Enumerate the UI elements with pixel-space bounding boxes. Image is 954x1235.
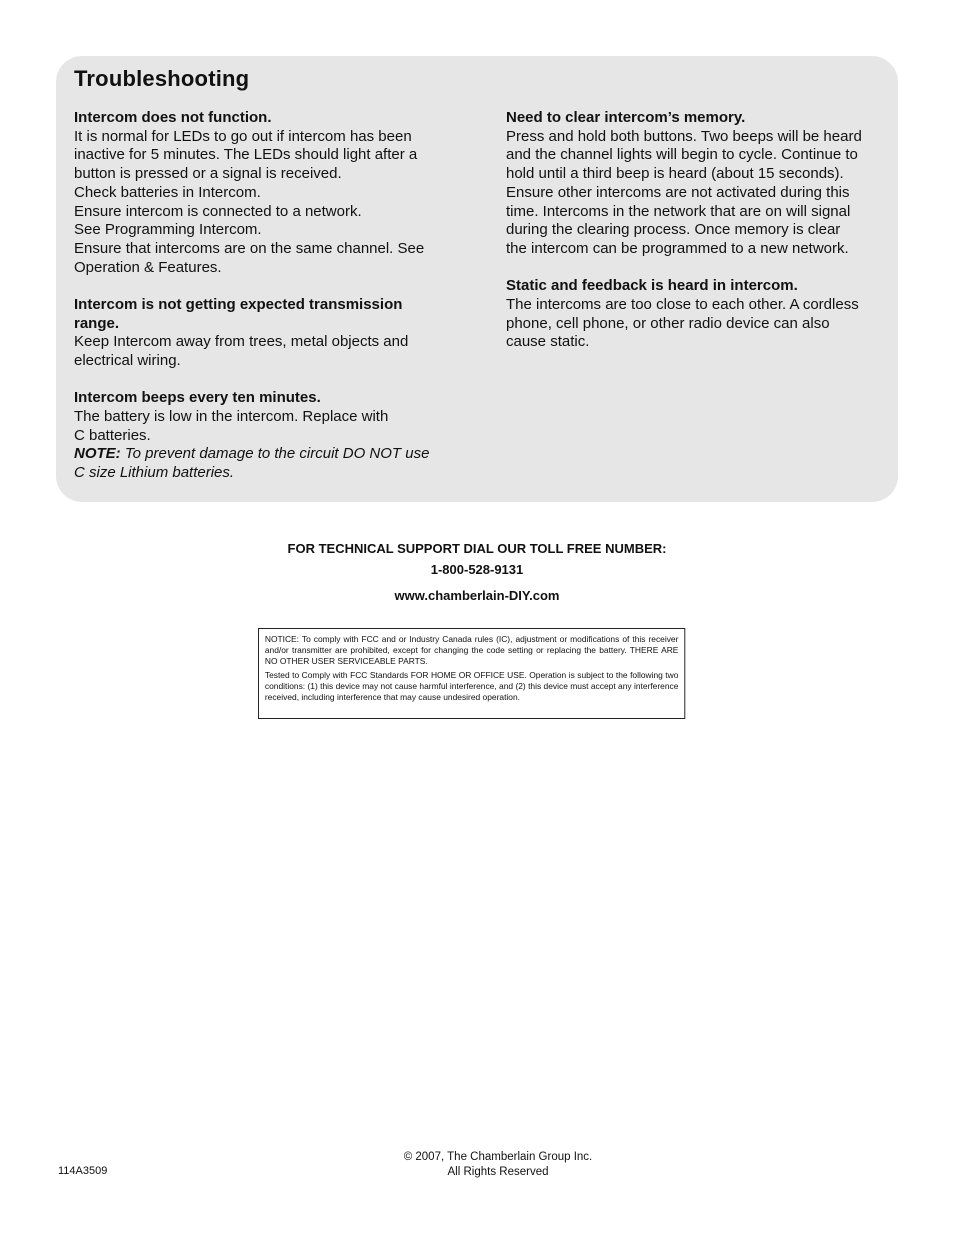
section-heading: Static and feedback is heard in intercom. [506, 277, 798, 295]
body-line: Check batteries in Intercom. [74, 183, 261, 201]
body-line: button is pressed or a signal is received. [74, 165, 342, 183]
fcc-notice-box [258, 628, 685, 719]
body-line: Operation & Features. [74, 258, 222, 276]
body-line: electrical wiring. [74, 351, 181, 369]
body-line: time. Intercoms in the network that are on will signal [506, 202, 851, 220]
support-phone: 1-800-528-9131 [430, 562, 524, 577]
support-website: www.chamberlain-DIY.com [394, 588, 560, 603]
fcc-notice-paragraph: NOTICE: To comply with FCC and or Industry Canada rules (IC), adjustment or modifications of this receiver and/or transmitter are prohibited, except for changing the code setting or replacing the battery. THERE ARE NO OTHER USER SERVICEABLE PARTS. [264, 634, 679, 666]
body-line: the intercom can be programmed to a new network. [506, 239, 849, 257]
rights-line: All Rights Reserved [447, 1165, 549, 1178]
section-heading: Intercom beeps every ten minutes. [74, 389, 321, 407]
note-text: To prevent damage to the circuit DO NOT use [120, 445, 430, 463]
section-static-feedback [506, 277, 888, 352]
battery-note-continued [74, 464, 452, 483]
body-line: See Programming Intercom. [74, 221, 262, 239]
body-line: Ensure intercom is connected to a network. [74, 202, 362, 220]
battery-note [74, 445, 452, 464]
body-line: and the channel lights will begin to cycle. Continue to [506, 146, 858, 164]
body-line: Press and hold both buttons. Two beeps will be heard [506, 127, 862, 145]
note-label: NOTE: [74, 445, 121, 463]
body-line: hold until a third beep is heard (about 15 seconds). [506, 165, 844, 183]
body-line: Ensure other intercoms are not activated during this [506, 183, 850, 201]
section-heading: Intercom does not function. [74, 109, 272, 126]
section-heading: range. [74, 314, 120, 332]
section-heading: Intercom is not getting expected transmission [74, 295, 403, 313]
body-line: inactive for 5 minutes. The LEDs should light after a [74, 146, 418, 164]
body-line: The intercoms are too close to each other. A cordless [506, 295, 859, 313]
body-line: during the clearing process. Once memory is clear [506, 221, 841, 239]
note-text: C size Lithium batteries. [74, 463, 235, 481]
part-number: 114A3509 [58, 1165, 108, 1177]
section-heading: Need to clear intercom’s memory. [506, 109, 746, 126]
body-line: cause static. [506, 333, 590, 351]
body-line: Ensure that intercoms are on the same channel. See [74, 239, 425, 257]
section-clear-memory [506, 109, 888, 259]
body-line: It is normal for LEDs to go out if intercom has been [74, 127, 412, 145]
troubleshooting-left-column [74, 109, 452, 501]
support-heading: FOR TECHNICAL SUPPORT DIAL OUR TOLL FREE NUMBER: [287, 541, 667, 556]
copyright [360, 1150, 636, 1179]
body-line: The battery is low in the intercom. Replace with [74, 407, 389, 425]
section-transmission-range [74, 296, 452, 371]
copyright-line: © 2007, The Chamberlain Group Inc. [403, 1151, 593, 1163]
body-line: C batteries. [74, 426, 151, 444]
body-line: phone, cell phone, or other radio device can also [506, 314, 830, 332]
section-intercom-does-not-function [74, 109, 452, 277]
page-title: Troubleshooting [74, 66, 250, 91]
troubleshooting-right-column [506, 109, 888, 370]
section-intercom-beeps [74, 389, 452, 483]
fcc-compliance-paragraph: Tested to Comply with FCC Standards FOR HOME OR OFFICE USE. Operation is subject to the following two conditions: (1) this device may not cause harmful interference, and (2) this device must accept any interference received, including interference that may cause undesired operation. [264, 670, 679, 702]
body-line: Keep Intercom away from trees, metal objects and [74, 333, 409, 351]
